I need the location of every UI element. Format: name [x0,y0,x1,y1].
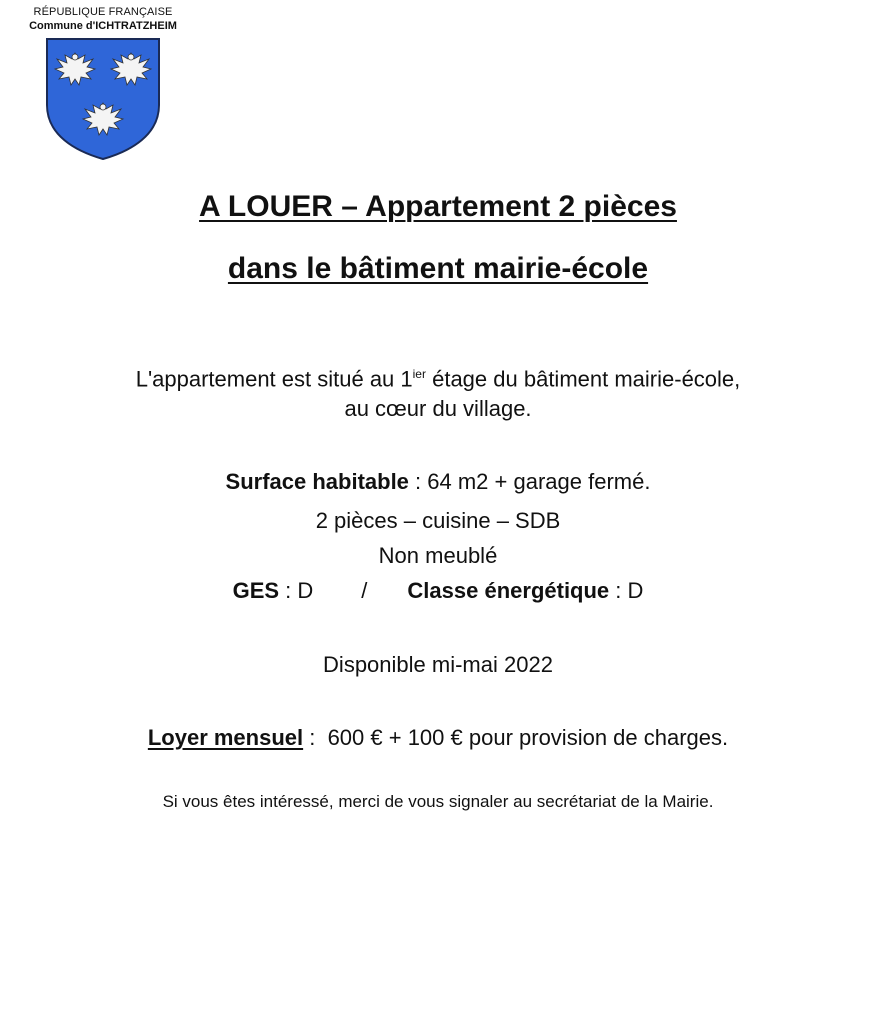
rent-line [0,721,876,755]
ges-value: : D [279,578,314,603]
location-ordinal-sup: ier [412,367,426,381]
location-text-before: L'appartement est situé au 1 [135,366,413,392]
rent-label: Loyer mensuel [147,725,304,750]
surface-value: : 64 m2 + garage fermé. [408,469,651,494]
location-line-1 [0,357,876,396]
contact-notice: Si vous êtes intéressé, merci de vous signaler au secrétariat de la Mairie. [162,792,714,811]
energy-class-label: Classe énergétique [407,578,610,603]
title-line-2: dans le bâtiment mairie-école [227,252,649,285]
coat-of-arms-icon [43,35,163,163]
availability-line: Disponible mi-mai 2022 [323,652,553,677]
header [8,5,198,163]
furnishing-line: Non meublé [378,543,498,568]
ges-label: GES [232,578,280,603]
surface-line [0,465,876,499]
commune-label: Commune d'ICHTRATZHEIM [29,20,177,32]
title-line-1: A LOUER – Appartement 2 pièces [199,190,677,223]
rent-value: : 600 € + 100 € pour provision de charges. [303,725,729,750]
energy-separator: / [361,578,368,603]
location-text-after: étage du bâtiment mairie-école, [425,366,741,392]
surface-label: Surface habitable [225,469,409,494]
location-line-2: au cœur du village. [344,396,532,421]
energy-line [0,574,876,608]
republique-label: RÉPUBLIQUE FRANÇAISE [33,6,173,18]
rooms-line: 2 pièces – cuisine – SDB [315,508,561,533]
energy-class-value: : D [609,578,644,603]
